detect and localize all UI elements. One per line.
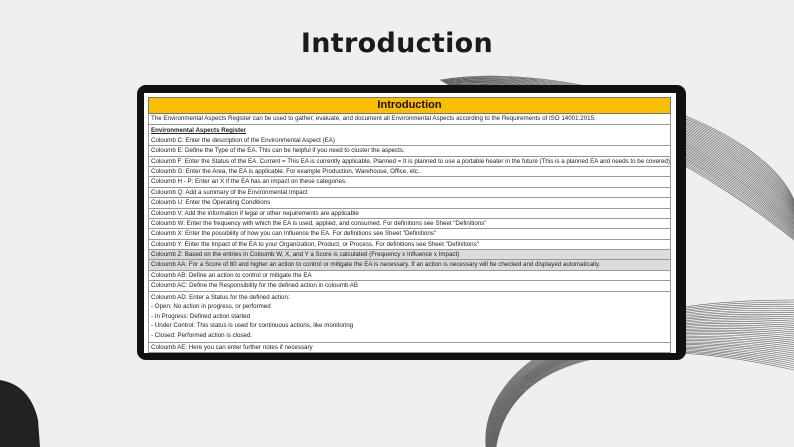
- row-e: Coloumb E: Define the Type of the EA. This can be helpful if you need to cluster the aspects.: [148, 146, 671, 156]
- status-line: Coloumb AD: Enter a Status for the defined action:: [151, 293, 290, 301]
- section-block: [148, 125, 671, 146]
- row-v: Coloumb V: Add the information if legal or other requirements are applicable: [148, 209, 671, 219]
- section-title: Environmental Aspects Register: [151, 127, 247, 134]
- row-w: Coloumb W: Enter the frequency with which the EA is used, applied, and consumed. For definitions see Sheet "Definitions": [148, 219, 671, 229]
- row-y: Coloumb Y: Enter the Impact of the EA to your Organization, Product, or Process. For definitions see Sheet "Definitions": [148, 240, 671, 250]
- row-h-p: Coloumb H - P: Enter an X if the EA has an impact on these categories.: [148, 177, 671, 187]
- row-ae: Coloumb AE: Here you can enter further notes if necessary: [148, 343, 671, 353]
- sheet-header: Introduction: [148, 97, 671, 114]
- status-line: - Open: No action in progress, or performed: [151, 303, 271, 311]
- row-ac: Coloumb AC: Define the Responsibility for the defined action in coloumb AB: [148, 281, 671, 291]
- row-x: Coloumb X: Enter the possibility of how you can Influence the EA. For definitions see Sheet "Definitions": [148, 229, 671, 239]
- row-c: Coloumb C: Enter the description of the Environmental Aspect (EA): [151, 136, 335, 144]
- row-aa: Coloumb AA: For a Score of 80 and higher an action to control or mitigate the EA is necessary. If an action is necessary will be checked and displayed automatically.: [148, 260, 671, 270]
- status-line: - Closed: Performed action is closed.: [151, 332, 253, 340]
- spreadsheet-card: [137, 85, 686, 360]
- row-ab: Coloumb AB: Define an action to control or mitigate the EA: [148, 271, 671, 281]
- row-z: Coloumb Z: Based on the entries in Coloumb W, X, and Y a Score is calculated (Frequency x Influence x Impact): [148, 250, 671, 260]
- status-line: - In Progress: Defined action started: [151, 312, 251, 320]
- row-g: Coloumb G: Enter the Area, the EA is applicable. For example Production, Warehouse, Office, etc..: [148, 167, 671, 177]
- page-title: Introduction: [300, 28, 494, 59]
- status-line: - Under Control: This status is used for continuous actions, like monitoring: [151, 322, 354, 330]
- spreadsheet-sheet: [144, 93, 676, 353]
- row-f: Coloumb F: Enter the Status of the EA. Current = This EA is currently applicable. Planned = It is planned to use a portable heater in the future (This is a planned EA and needs to be covered): [148, 157, 671, 167]
- row-ad-status: [148, 292, 671, 343]
- row-u: Coloumb U: Enter the Operating Conditions: [148, 198, 671, 208]
- corner-gradient-shape: [0, 380, 40, 447]
- intro-text: The Environmental Aspects Register can be used to gather, evaluate, and document all Environmental Aspects according to the Requirements of ISO 14001:2015.: [148, 114, 671, 125]
- row-q: Coloumb Q: Add a summary of the Environmental Impact: [148, 188, 671, 198]
